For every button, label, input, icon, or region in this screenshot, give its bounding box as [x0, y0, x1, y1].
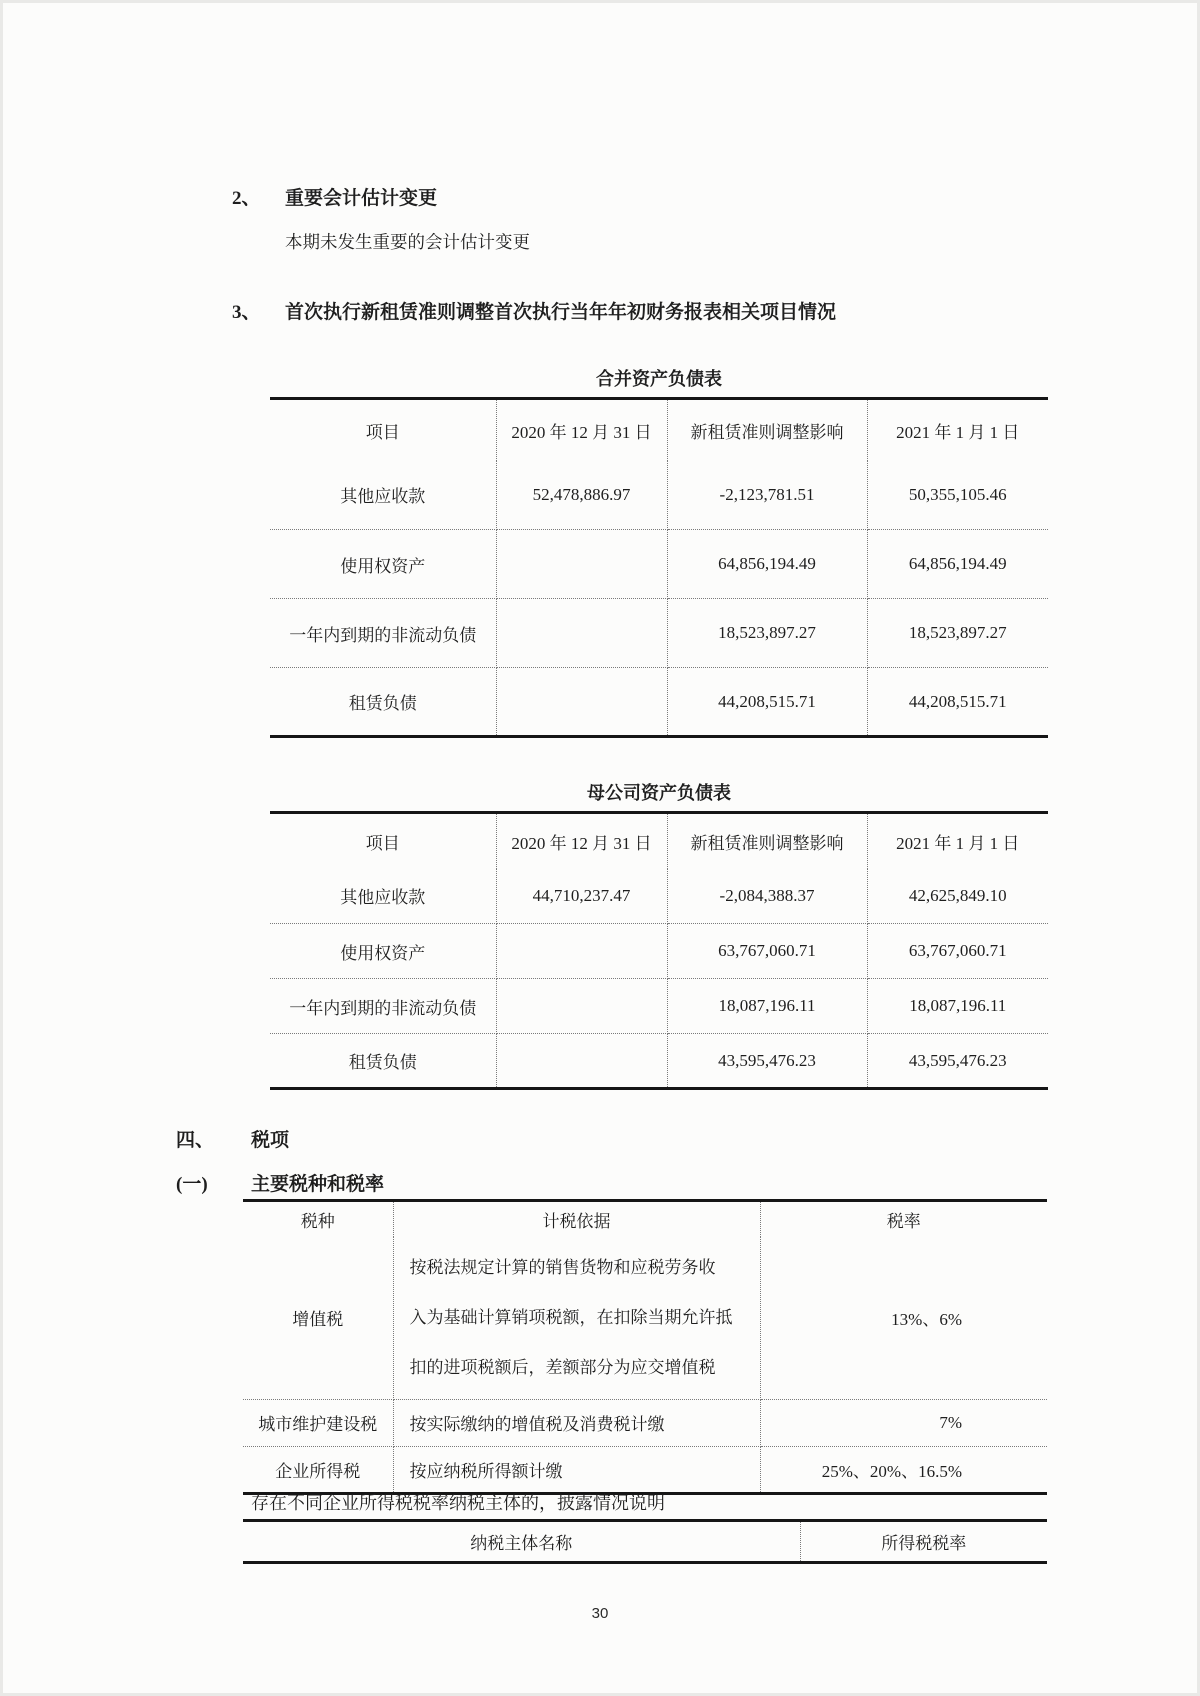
tax-rate-cell: 7%: [760, 1399, 1047, 1446]
value-cell: 43,595,476.23: [908, 1050, 1007, 1070]
table-row: [243, 1399, 1047, 1446]
tax-basis-cell: 按实际缴纳的增值税及消费税计缴: [393, 1399, 760, 1446]
value-cell: 43,595,476.23: [667, 1034, 867, 1089]
parent-balance-sheet-table: [270, 811, 1048, 1090]
row-label-cell: 使用权资产: [270, 924, 496, 979]
section-3-heading: [232, 301, 836, 325]
section-title: 主要税种和税率: [251, 1174, 385, 1195]
section-title: 首次执行新租赁准则调整首次执行当年年初财务报表相关项目情况: [285, 302, 837, 323]
value-cell: -2,084,388.37: [667, 869, 867, 924]
table-row: [270, 461, 1048, 530]
row-label-cell: 一年内到期的非流动负债: [270, 979, 496, 1034]
column-header: 新租赁准则调整影响: [667, 813, 867, 869]
table-row: [270, 924, 1048, 979]
value-cell: 18,523,897.27: [667, 599, 867, 668]
tax-basis-line: 扣的进项税额后，差额部分为应交增值税: [409, 1357, 716, 1377]
section-2-body: 本期未发生重要的会计估计变更: [285, 232, 530, 252]
table-row: [243, 1446, 1047, 1493]
column-header: 计税依据: [393, 1201, 760, 1237]
table-title: 合并资产负债表: [596, 369, 722, 389]
column-header: 所得税税率: [881, 1534, 967, 1553]
column-header: 项目: [270, 813, 496, 869]
value-cell: 50,355,105.46: [867, 461, 1048, 530]
column-header: 税种: [243, 1201, 393, 1237]
row-label-cell: 租赁负债: [270, 668, 496, 737]
section-number: 2、: [232, 188, 261, 209]
value-cell: 18,087,196.11: [667, 979, 867, 1034]
tax-type-cell: 增值税: [243, 1237, 393, 1400]
value-cell: 52,478,886.97: [496, 461, 667, 530]
table-title: 母公司资产负债表: [587, 783, 731, 803]
column-header: 税率: [886, 1211, 921, 1231]
tax-type-cell: 城市维护建设税: [243, 1399, 393, 1446]
table-row: [243, 1237, 1047, 1400]
section-number: (一): [176, 1174, 208, 1195]
page-number: 30: [591, 1605, 609, 1622]
table-row: [270, 869, 1048, 924]
value-cell: [496, 668, 667, 737]
value-cell: [496, 599, 667, 668]
consolidated-balance-sheet-block: [270, 367, 1048, 738]
value-cell: -2,123,781.51: [667, 461, 867, 530]
tax-rate-cell: 13%、6%: [760, 1237, 1047, 1400]
table-header-row: [270, 813, 1048, 869]
section-title: 重要会计估计变更: [285, 188, 438, 209]
column-header: 新租赁准则调整影响: [667, 399, 867, 461]
value-cell: [496, 924, 667, 979]
value-cell: 18,523,897.27: [867, 599, 1048, 668]
table-header-row: [243, 1521, 1047, 1563]
tax-basis-cell: 按应纳税所得额计缴: [393, 1446, 760, 1493]
tax-basis-line: 入为基础计算销项税额，在扣除当期允许抵: [409, 1307, 733, 1327]
section-number: 四、: [176, 1130, 215, 1151]
section-title: 税项: [251, 1130, 290, 1151]
value-cell: [496, 979, 667, 1034]
table-header-row: [270, 399, 1048, 461]
taxpayer-table: [243, 1519, 1047, 1564]
table-header-row: [243, 1201, 1047, 1237]
value-cell: 42,625,849.10: [867, 869, 1048, 924]
tax-rate-table: [243, 1199, 1047, 1495]
column-header: 2020 年 12 月 31 日: [496, 399, 667, 461]
value-cell: [496, 530, 667, 599]
table-row: [270, 599, 1048, 668]
section-4-1-heading: [176, 1173, 384, 1197]
row-label-cell: 其他应收款: [270, 461, 496, 530]
column-header: 2021 年 1 月 1 日: [896, 422, 1020, 442]
tax-type-cell: 企业所得税: [243, 1446, 393, 1493]
section-number: 3、: [232, 302, 261, 323]
column-header: 纳税主体名称: [243, 1521, 800, 1563]
value-cell: [496, 1034, 667, 1089]
tax-rate-cell: 25%、20%、16.5%: [821, 1461, 962, 1481]
table-row: [270, 668, 1048, 737]
table-row: [270, 1034, 1048, 1089]
section-2-heading: [232, 187, 437, 211]
column-header: 2021 年 1 月 1 日: [896, 833, 1020, 853]
column-header: 2020 年 12 月 31 日: [496, 813, 667, 869]
value-cell: 44,208,515.71: [667, 668, 867, 737]
row-label-cell: 使用权资产: [270, 530, 496, 599]
tax-basis-line: 按税法规定计算的销售货物和应税劳务收: [409, 1257, 716, 1277]
column-header: 项目: [270, 399, 496, 461]
consolidated-balance-sheet-table: [270, 397, 1048, 738]
value-cell: 18,087,196.11: [867, 979, 1048, 1034]
parent-balance-sheet-block: [270, 781, 1048, 1090]
section-4-heading: [176, 1129, 289, 1153]
value-cell: 64,856,194.49: [667, 530, 867, 599]
value-cell: 64,856,194.49: [867, 530, 1048, 599]
row-label-cell: 租赁负债: [270, 1034, 496, 1089]
value-cell: 44,208,515.71: [908, 691, 1007, 711]
value-cell: 63,767,060.71: [667, 924, 867, 979]
row-label-cell: 其他应收款: [270, 869, 496, 924]
table-row: [270, 530, 1048, 599]
table-row: [270, 979, 1048, 1034]
disclosure-note: 存在不同企业所得税税率纳税主体的，披露情况说明: [251, 1493, 665, 1513]
value-cell: 63,767,060.71: [867, 924, 1048, 979]
value-cell: 44,710,237.47: [496, 869, 667, 924]
tax-basis-cell: [393, 1237, 760, 1400]
document-page: [3, 3, 1197, 1693]
row-label-cell: 一年内到期的非流动负债: [270, 599, 496, 668]
